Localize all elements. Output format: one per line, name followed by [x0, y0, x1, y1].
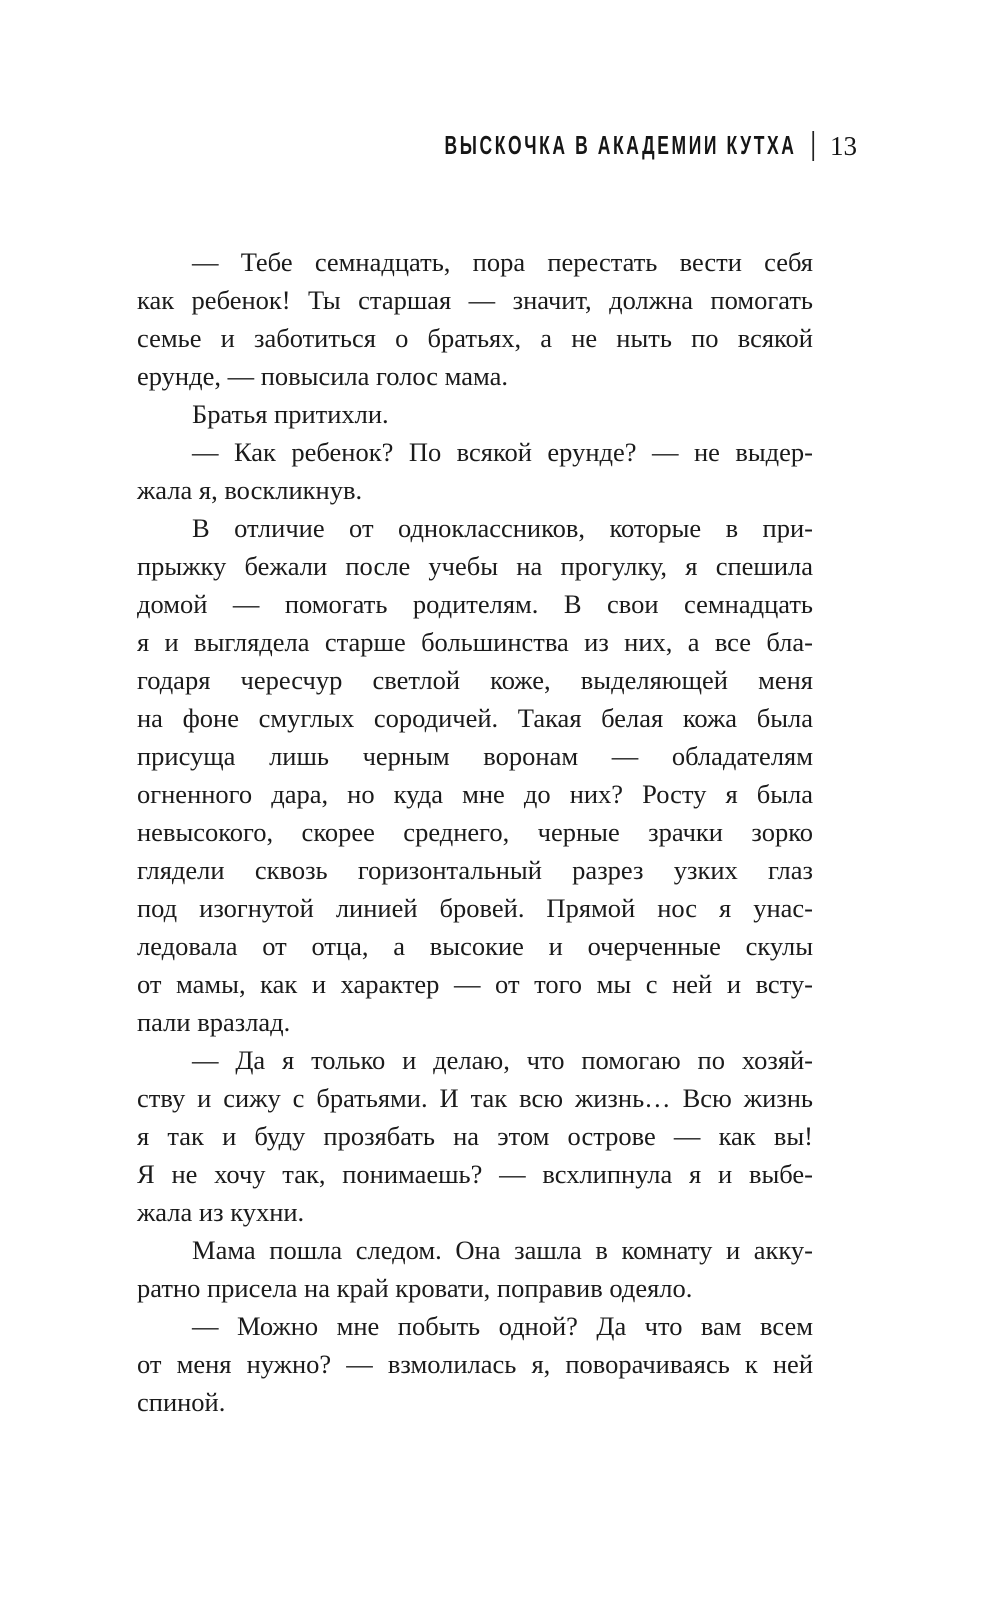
text-line: Я не хочу так, понимаешь? — всхлипнула я и выбе-	[137, 1159, 813, 1189]
text-line: невысокого, скорее среднего, черные зрачки зорко	[137, 817, 813, 847]
header-separator: |	[810, 126, 816, 163]
page-number: 13	[830, 130, 857, 161]
text-line: от мамы, как и характер — от того мы с ней и всту-	[137, 969, 813, 999]
text-line: как ребенок! Ты старшая — значит, должна помогать	[137, 285, 813, 315]
text-column	[137, 243, 813, 1421]
page-header	[445, 128, 858, 162]
text-line: присуща лишь черным воронам — обладателям	[137, 741, 813, 771]
text-line: огненного дара, но куда мне до них? Росту я была	[137, 779, 813, 809]
text-line: от меня нужно? — взмолилась я, поворачиваясь к ней	[137, 1349, 813, 1379]
text-line: — Можно мне побыть одной? Да что вам всем	[192, 1311, 813, 1341]
text-line: на фоне смуглых сородичей. Такая белая кожа была	[137, 703, 813, 733]
text-line: прыжку бежали после учебы на прогулку, я спешила	[137, 551, 813, 581]
text-line: семье и заботиться о братьях, а не ныть по всякой	[137, 323, 813, 353]
text-line: спиной.	[137, 1387, 226, 1417]
text-line: я так и буду прозябать на этом острове — как вы!	[137, 1121, 813, 1151]
text-line: годаря чересчур светлой коже, выделяющей меня	[137, 665, 813, 695]
text-line: Мама пошла следом. Она зашла в комнату и акку-	[192, 1235, 813, 1265]
text-line: жала я, воскликнув.	[137, 475, 363, 505]
text-line: ерунде, — повысила голос мама.	[137, 361, 508, 391]
text-line: Братья притихли.	[192, 399, 389, 429]
text-line: я и выглядела старше большинства из них, а все бла-	[137, 627, 813, 657]
text-line: глядели сквозь горизонтальный разрез узких глаз	[137, 855, 813, 885]
text-line: жала из кухни.	[137, 1197, 305, 1227]
text-line: — Да я только и делаю, что помогаю по хозяй-	[192, 1045, 813, 1075]
text-line: пали вразлад.	[137, 1007, 291, 1037]
text-line: под изогнутой линией бровей. Прямой нос я унас-	[137, 893, 813, 923]
text-line: ратно присела на край кровати, поправив одеяло.	[137, 1273, 693, 1303]
text-line: В отличие от одноклассников, которые в при-	[192, 513, 813, 543]
text-line: ледовала от отца, а высокие и очерченные скулы	[137, 931, 813, 961]
running-title: ВЫСКОЧКА В АКАДЕМИИ КУТХА	[444, 129, 797, 160]
text-line: — Как ребенок? По всякой ерунде? — не выдер-	[192, 437, 813, 467]
text-line: домой — помогать родителям. В свои семнадцать	[137, 589, 813, 619]
text-line: ству и сижу с братьями. И так всю жизнь… Всю жизнь	[137, 1083, 813, 1113]
text-line: — Тебе семнадцать, пора перестать вести себя	[192, 247, 813, 277]
